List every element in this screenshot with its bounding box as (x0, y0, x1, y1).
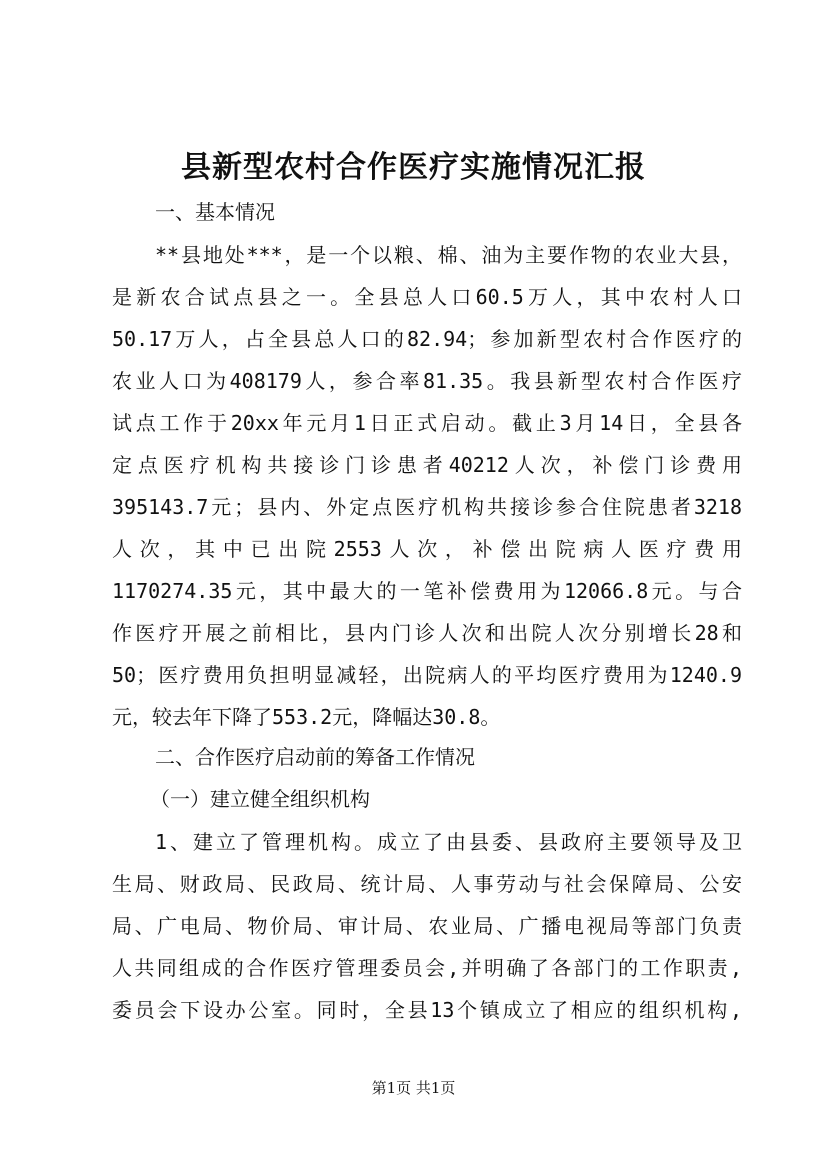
paragraph-line: 是新农合试点县之一。全县总人口60.5万人，其中农村人口 (112, 285, 742, 309)
paragraph-line: 作医疗开展之前相比，县内门诊人次和出院人次分别增长28和 (112, 621, 742, 645)
paragraph-line: 1、建立了管理机构。成立了由县委、县政府主要领导及卫 (155, 830, 742, 854)
paragraph-line: 农业人口为408179人，参合率81.35。我县新型农村合作医疗 (112, 369, 742, 393)
paragraph-line: 定点医疗机构共接诊门诊患者40212人次，补偿门诊费用 (112, 453, 742, 477)
section-heading-basic: 一、基本情况 (155, 200, 275, 224)
paragraph-line: **县地处***，是一个以粮、棉、油为主要作物的农业大县， (155, 243, 742, 267)
paragraph-line: 人共同组成的合作医疗管理委员会,并明确了各部门的工作职责, (112, 956, 742, 980)
paragraph-line: 395143.7元；县内、外定点医疗机构共接诊参合住院患者3218 (112, 495, 742, 519)
paragraph-line: 50；医疗费用负担明显减轻，出院病人的平均医疗费用为1240.9 (112, 663, 742, 687)
paragraph-line: 试点工作于20xx年元月1日正式启动。截止3月14日，全县各 (112, 411, 742, 435)
page-footer: 第1页 共1页 (371, 1079, 456, 1097)
paragraph-line: 50.17万人，占全县总人口的82.94；参加新型农村合作医疗的 (112, 327, 742, 351)
section-heading-preparation: 二、合作医疗启动前的筹备工作情况 (155, 745, 475, 769)
paragraph-line: 元，较去年下降了553.2元，降幅达30.8。 (112, 705, 501, 729)
paragraph-line: 生局、财政局、民政局、统计局、人事劳动与社会保障局、公安 (112, 872, 742, 896)
paragraph-line: 人次，其中已出院2553人次，补偿出院病人医疗费用 (112, 537, 742, 561)
paragraph-line: 委员会下设办公室。同时，全县13个镇成立了相应的组织机构, (112, 998, 742, 1022)
subsection-heading: （一）建立健全组织机构 (150, 787, 370, 811)
paragraph-line: 局、广电局、物价局、审计局、农业局、广播电视局等部门负责 (112, 914, 742, 938)
document-title: 县新型农村合作医疗实施情况汇报 (181, 150, 646, 185)
paragraph-line: 1170274.35元，其中最大的一笔补偿费用为12066.8元。与合 (112, 579, 742, 603)
